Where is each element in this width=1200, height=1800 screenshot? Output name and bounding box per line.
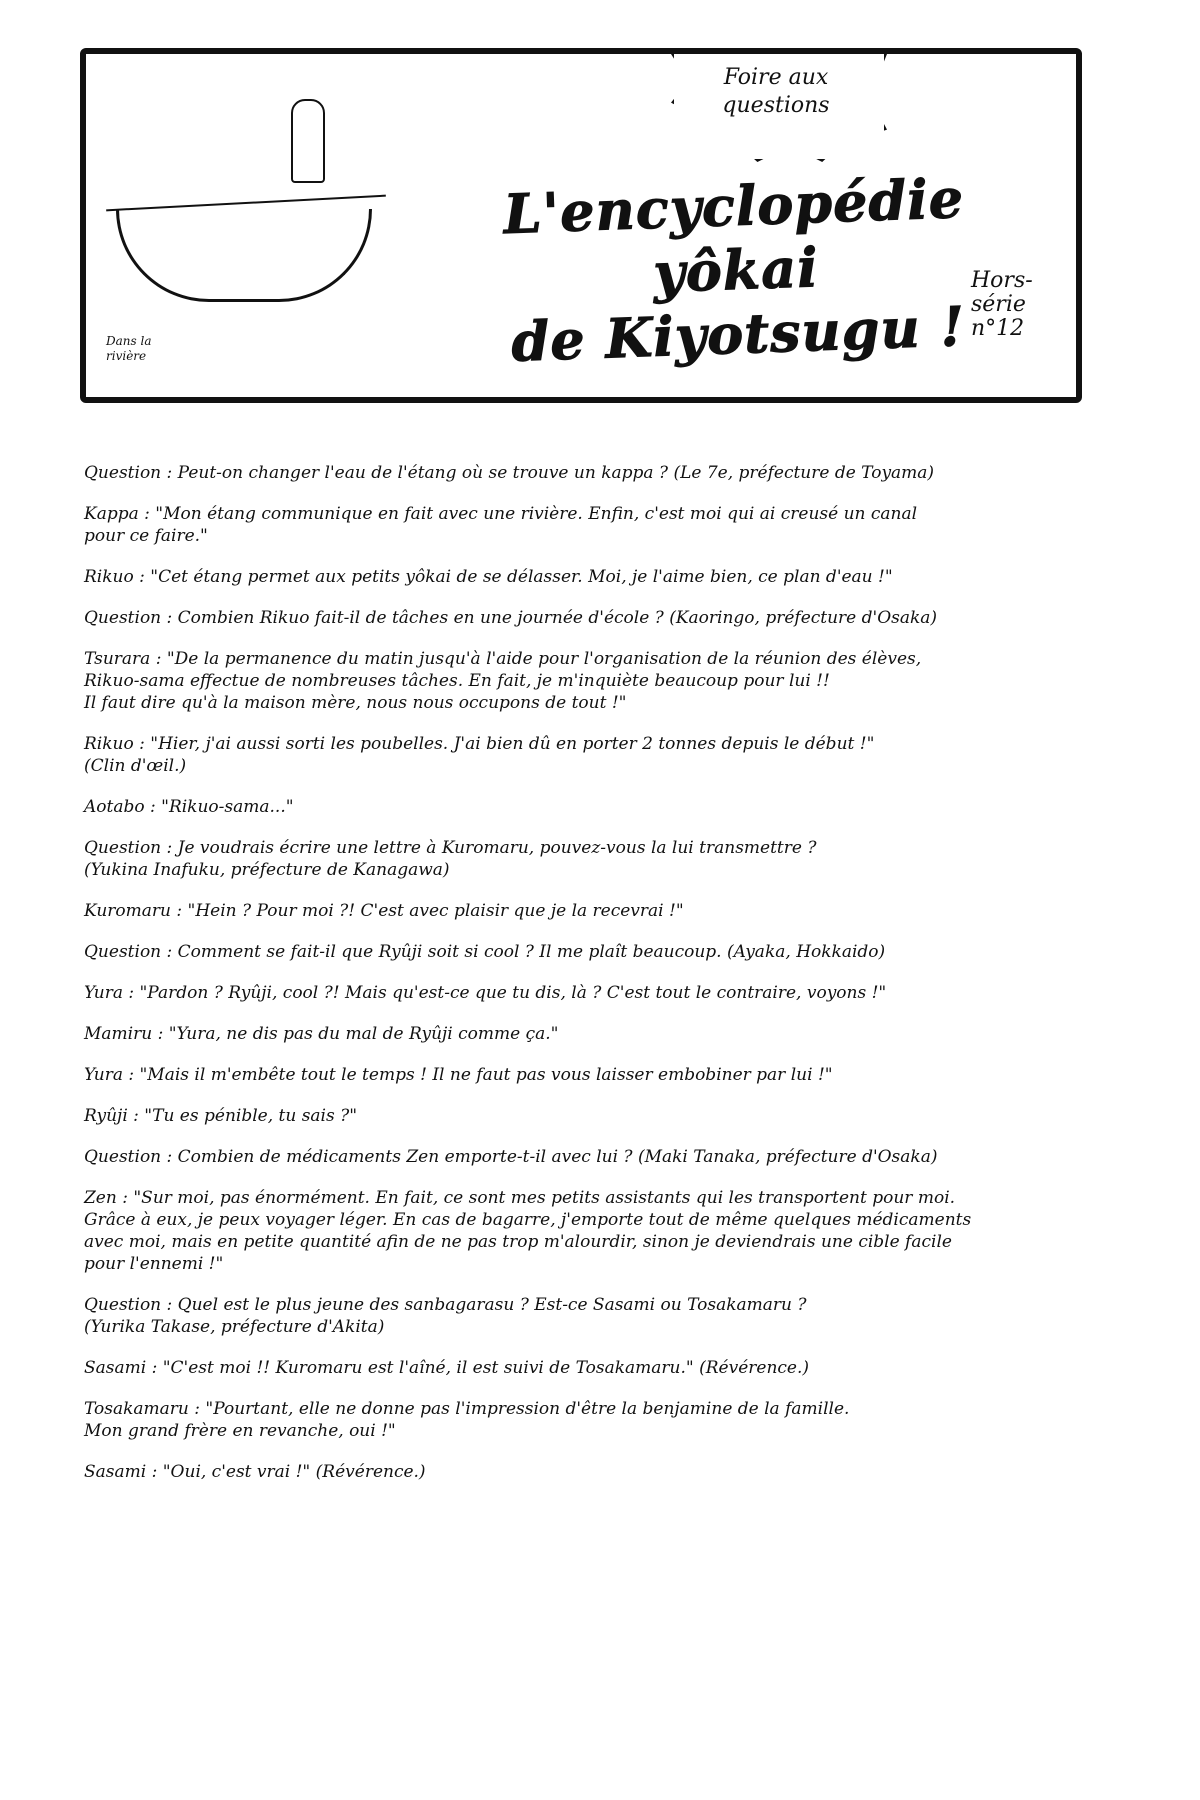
faq-answer: Kappa : "Mon étang communique en fait avec une rivière. Enfin, c'est moi qui ai creusé un canal pour ce faire."	[84, 504, 918, 546]
faq-question: Question : Comment se fait-il que Ryûji soit si cool ? Il me plaît beaucoup. (Ayaka, Hokkaido)	[84, 942, 886, 962]
faq-question: Question : Combien de médicaments Zen emporte-t-il avec lui ? (Maki Tanaka, préfecture d'Osaka)	[84, 1147, 938, 1167]
speech-bubble-text: Foire aux questions	[722, 65, 830, 118]
river-caption: Dans la rivière	[106, 334, 152, 363]
title-panel	[80, 48, 1082, 403]
faq-answer: Sasami : "C'est moi !! Kuromaru est l'aîné, il est suivi de Tosakamaru." (Révérence.)	[84, 1358, 810, 1378]
character-illustration	[291, 99, 325, 183]
river-drawing	[116, 209, 372, 302]
title-line-1: L'encyclopédie yôkai	[502, 166, 966, 305]
faq-question: Question : Je voudrais écrire une lettre à Kuromaru, pouvez-vous la lui transmettre ? (Yukina Inafuku, préfecture de Kanagawa)	[84, 838, 817, 880]
faq-answer: Yura : "Mais il m'embête tout le temps ! Il ne faut pas vous laisser embobiner par lui !"	[84, 1065, 833, 1085]
faq-answer: Mamiru : "Yura, ne dis pas du mal de Ryûji comme ça."	[84, 1024, 559, 1044]
faq-answer: Aotabo : "Rikuo-sama..."	[84, 797, 294, 817]
faq-answer: Zen : "Sur moi, pas énormément. En fait, ce sont mes petits assistants qui les transportent pour moi. Grâce à eux, je peux voyager léger. En cas de bagarre, j'emporte tout de même quelques médicaments avec moi, mais en petite quantité afin de ne pas trop m'alourdir, sinon je deviendrais une cible facile pour l'ennemi !"	[84, 1188, 972, 1274]
faq-answer: Rikuo : "Cet étang permet aux petits yôkai de se délasser. Moi, je l'aime bien, ce plan d'eau !"	[84, 567, 893, 587]
faq-answer: Kuromaru : "Hein ? Pour moi ?! C'est avec plaisir que je la recevrai !"	[84, 901, 684, 921]
faq-question: Question : Peut-on changer l'eau de l'étang où se trouve un kappa ? (Le 7e, préfecture de Toyama)	[84, 463, 935, 483]
page-title	[483, 165, 989, 374]
issue-label: Hors- série n°12	[971, 268, 1033, 341]
faq-content	[84, 462, 1074, 1502]
faq-question: Question : Quel est le plus jeune des sanbagarasu ? Est-ce Sasami ou Tosakamaru ? (Yurika Takase, préfecture d'Akita)	[84, 1295, 807, 1337]
faq-answer: Tsurara : "De la permanence du matin jusqu'à l'aide pour l'organisation de la réunion des élèves, Rikuo-sama effectue de nombreuses tâches. En fait, je m'inquiète beaucoup pour lui !! Il faut dire qu'à la maison mère, nous nous occupons de tout !"	[84, 649, 922, 713]
title-line-2: de Kiyotsugu !	[510, 294, 967, 374]
faq-answer: Tosakamaru : "Pourtant, elle ne donne pas l'impression d'être la benjamine de la famille. Mon grand frère en revanche, oui !"	[84, 1399, 850, 1441]
faq-question: Question : Combien Rikuo fait-il de tâches en une journée d'école ? (Kaoringo, préfecture d'Osaka)	[84, 608, 938, 628]
faq-answer: Sasami : "Oui, c'est vrai !" (Révérence.)	[84, 1462, 426, 1482]
faq-answer: Ryûji : "Tu es pénible, tu sais ?"	[84, 1106, 358, 1126]
faq-answer: Rikuo : "Hier, j'ai aussi sorti les poubelles. J'ai bien dû en porter 2 tonnes depuis le début !" (Clin d'œil.)	[84, 734, 875, 776]
faq-answer: Yura : "Pardon ? Ryûji, cool ?! Mais qu'est-ce que tu dis, là ? C'est tout le contraire, voyons !"	[84, 983, 887, 1003]
